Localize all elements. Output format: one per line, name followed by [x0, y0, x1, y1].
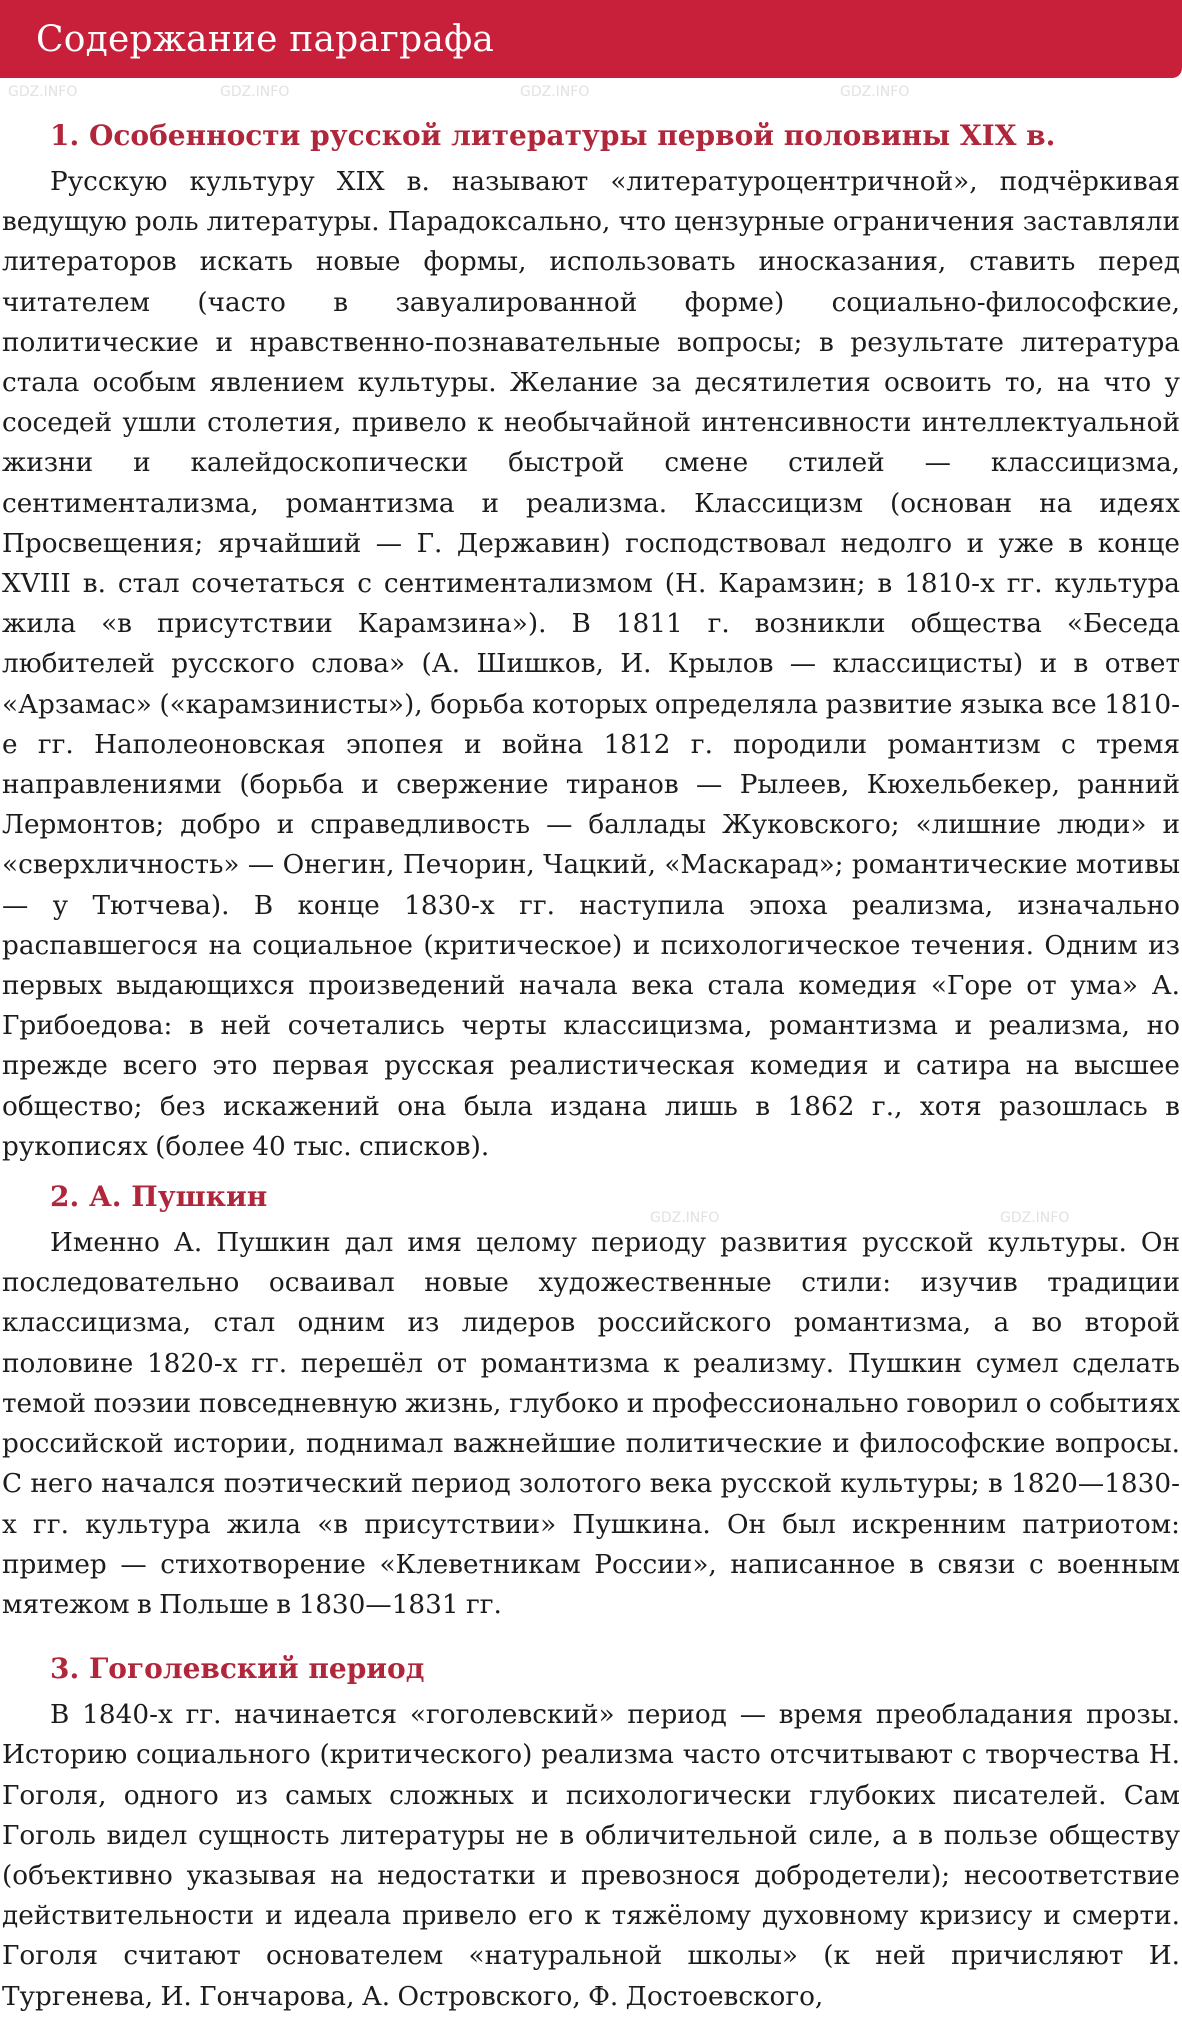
section-1 [2, 118, 1180, 1167]
section-paragraph: Русскую культуру XIX в. называют «литературоцентричной», подчёркивая ведущую роль литературы. Парадоксально, что цензурные ограничения заставляли литераторов искать новые формы, использовать иносказания, ставить перед читателем (часто в завуалированной форме) социально-философские, политические и нравственно-познавательные вопросы; в результате литература стала особым явлением культуры. Желание за десятилетия освоить то, на что у соседей ушли столетия, привело к необычайной интенсивности интеллектуальной жизни и калейдоскопически быстрой смене стилей — классицизма, сентиментализма, романтизма и реализма. Классицизм (основан на идеях Просвещения; ярчайший — Г. Державин) господствовал недолго и уже в конце XVIII в. стал сочетаться с сентиментализмом (Н. Карамзин; в 1810-х гг. культура жила «в присутствии Карамзина»). В 1811 г. возникли общества «Беседа любителей русского слова» (А. Шишков, И. Крылов — классицисты) и в ответ «Арзамас» («карамзинисты»), борьба которых определяла развитие языка все 1810-е гг. Наполеоновская эпопея и война 1812 г. породили романтизм с тремя направлениями (борьба и свержение тиранов — Рылеев, Кюхельбекер, ранний Лермонтов; добро и справедливость — баллады Жуковского; «лишние люди» и «сверхличность» — Онегин, Печорин, Чацкий, «Маскарад»; романтические мотивы — у Тютчева). В конце 1830-х гг. наступила эпоха реализма, изначально распавшегося на социальное (критическое) и психологическое течения. Одним из первых выдающихся произведений начала века стала комедия «Горе от ума» А. Грибоедова: в ней сочетались черты классицизма, романтизма и реализма, но прежде всего это первая русская реалистическая комедия и сатира на высшее общество; без искажений она была издана лишь в 1862 г., хотя разошлась в рукописях (более 40 тыс. списков). [2, 167, 1180, 1162]
section-2 [2, 1179, 1180, 1625]
watermark: GDZ.INFO [520, 84, 590, 100]
section-3 [2, 1651, 1180, 2017]
section-paragraph: Именно А. Пушкин дал имя целому периоду развития русской культуры. Он последовательно осваивал новые художественные стили: изучив традиции классицизма, стал одним из лидеров российского романтизма, а во второй половине 1820-х гг. перешёл от романтизма к реализму. Пушкин сумел сделать темой поэзии повседневную жизнь, глубоко и профессионально говорил о событиях российской истории, поднимал важнейшие политические и философские вопросы. С него начался поэтический период золотого века русской культуры; в 1820—1830-х гг. культура жила «в присутствии» Пушкина. Он был искренним патриотом: пример — стихотворение «Клеветникам России», написанное в связи с военным мятежом в Польше в 1830—1831 гг. [2, 1228, 1180, 1620]
watermark: GDZ.INFO [1000, 1210, 1070, 1226]
watermark: GDZ.INFO [8, 84, 78, 100]
watermark: GDZ.INFO [220, 84, 290, 100]
watermark: GDZ.INFO [650, 1210, 720, 1226]
section-heading: 3. Гоголевский период [50, 1652, 425, 1686]
page-header-bar [0, 0, 1182, 78]
document-content [0, 118, 1182, 2017]
section-heading: 2. А. Пушкин [50, 1180, 268, 1214]
section-paragraph: В 1840-х гг. начинается «гоголевский» период — время преобладания прозы. Историю социального (критического) реализма часто отсчитывают с творчества Н. Гоголя, одного из самых сложных и психологически глубоких писателей. Сам Гоголь видел сущность литературы не в обличительной силе, а в пользе обществу (объективно указывая на недостатки и превознося добродетели); несоответствие действительности и идеала привело его к тяжёлому духовному кризису и смерти. Гоголя считают основателем «натуральной школы» (к ней причисляют И. Тургенева, И. Гончарова, А. Островского, Ф. Достоевского, [2, 1700, 1180, 2012]
page-title: Содержание параграфа [36, 18, 495, 60]
watermark: GDZ.INFO [840, 84, 910, 100]
section-heading: 1. Особенности русской литературы первой половины XIX в. [50, 119, 1056, 152]
